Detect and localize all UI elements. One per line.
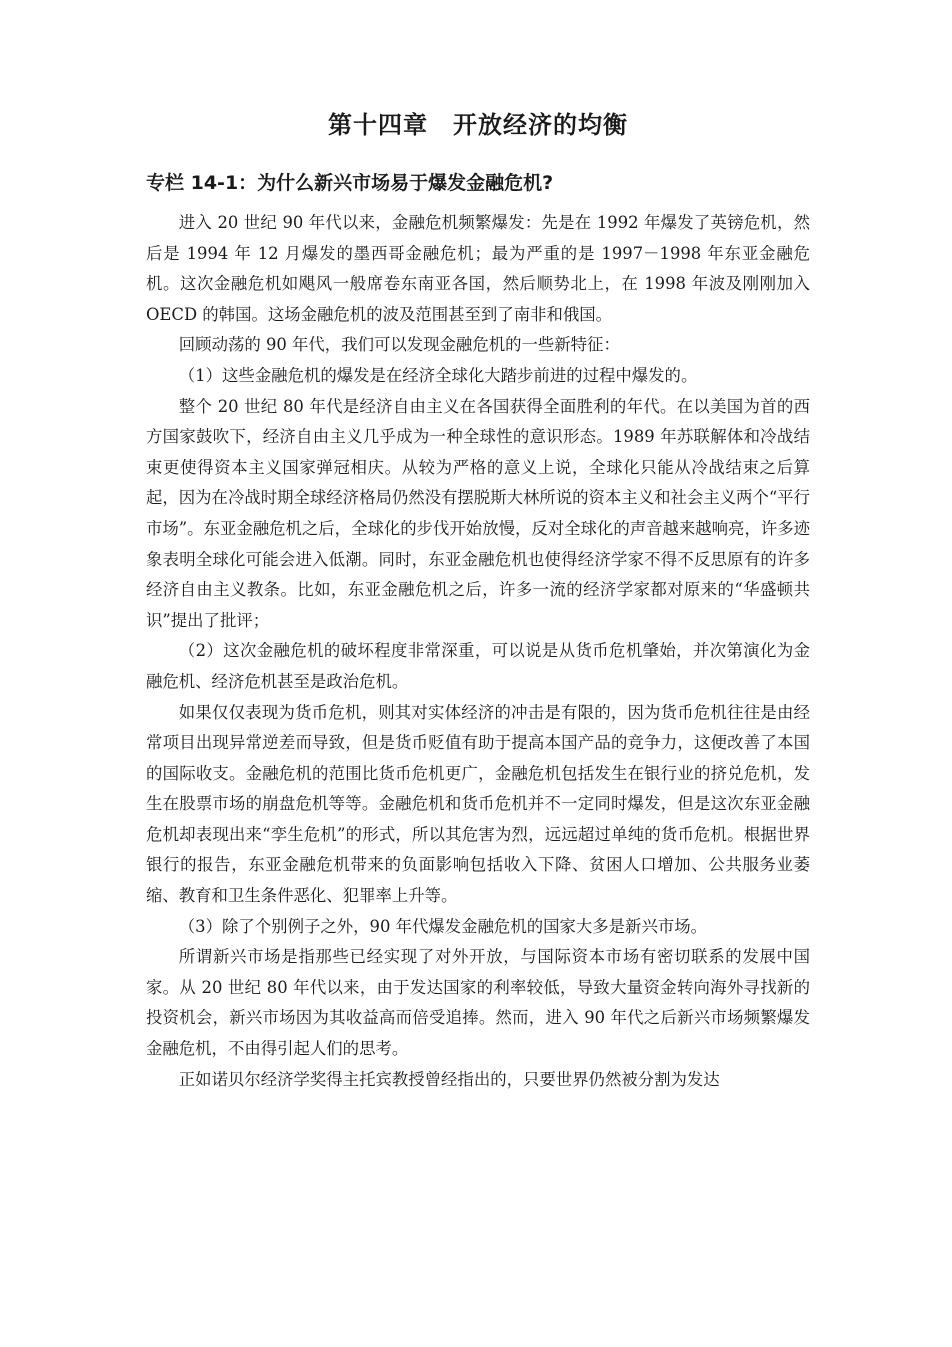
box-title: 专栏 14-1：为什么新兴市场易于爆发金融危机? bbox=[146, 172, 554, 194]
paragraph-review: 回顾动荡的 90 年代，我们可以发现金融危机的一些新特征： bbox=[178, 335, 620, 355]
paragraph-intro: 进入 20 世纪 90 年代以来，金融危机频繁爆发：先是在 1992 年爆发了英镑危机，然后是 1994 年 12 月爆发的墨西哥金融危机；最为严重的是 1997－1998 年东亚金融危机。这次金融危机如飓风一般席卷东南亚各国，然后顺势北上，在 1998 年波及刚刚加入 OECD 的韩国。这场金融危机的波及范围甚至到了南非和俄国。 bbox=[146, 213, 810, 324]
document-page bbox=[146, 108, 810, 1095]
paragraph-currency-crisis: 如果仅仅表现为货币危机，则其对实体经济的冲击是有限的，因为货币危机往往是由经常项目出现异常逆差而导致，但是货币贬值有助于提高本国产品的竞争力，这便改善了本国的国际收支。金融危机的范围比货币危机更广，金融危机包括发生在银行业的挤兑危机，发生在股票市场的崩盘危机等等。金融危机和货币危机并不一定同时爆发，但是这次东亚金融危机却表现出来“孪生危机”的形式，所以其危害为烈，远远超过单纯的货币危机。根据世界银行的报告，东亚金融危机带来的负面影响包括收入下降、贫困人口增加、公共服务业萎缩、教育和卫生条件恶化、犯罪率上升等。 bbox=[146, 702, 810, 906]
paragraph-feature-2: （2）这次金融危机的破坏程度非常深重，可以说是从货币危机肇始，并次第演化为金融危机、经济危机甚至是政治危机。 bbox=[146, 641, 810, 691]
paragraph-tobin: 正如诺贝尔经济学奖得主托宾教授曾经指出的，只要世界仍然被分割为发达 bbox=[178, 1069, 720, 1089]
paragraph-emerging-markets: 所谓新兴市场是指那些已经实现了对外开放，与国际资本市场有密切联系的发展中国家。从 20 世纪 80 年代以来，由于发达国家的利率较低，导致大量资金转向海外寻找新的投资机会，新兴市场因为其收益高而倍受追捧。然而，进入 90 年代之后新兴市场频繁爆发金融危机，不由得引起人们的思考。 bbox=[146, 947, 810, 1059]
paragraph-feature-1: （1）这些金融危机的爆发是在经济全球化大踏步前进的过程中爆发的。 bbox=[178, 365, 698, 385]
paragraph-liberalism: 整个 20 世纪 80 年代是经济自由主义在各国获得全面胜利的年代。在以美国为首的西方国家鼓吹下，经济自由主义几乎成为一种全球性的意识形态。1989 年苏联解体和冷战结束更使得资本主义国家弹冠相庆。从较为严格的意义上说，全球化只能从冷战结束之后算起，因为在冷战时期全球经济格局仍然没有摆脱斯大林所说的资本主义和社会主义两个“平行市场”。东亚金融危机之后，全球化的步伐开始放慢，反对全球化的声音越来越响亮，许多迹象表明全球化可能会进入低潮。同时，东亚金融危机也使得经济学家不得不反思原有的许多经济自由主义教条。比如，东亚金融危机之后，许多一流的经济学家都对原来的“华盛顿共识”提出了批评； bbox=[146, 396, 811, 630]
chapter-title: 第十四章 开放经济的均衡 bbox=[328, 111, 628, 139]
paragraph-feature-3: （3）除了个别例子之外，90 年代爆发金融危机的国家大多是新兴市场。 bbox=[178, 916, 708, 936]
